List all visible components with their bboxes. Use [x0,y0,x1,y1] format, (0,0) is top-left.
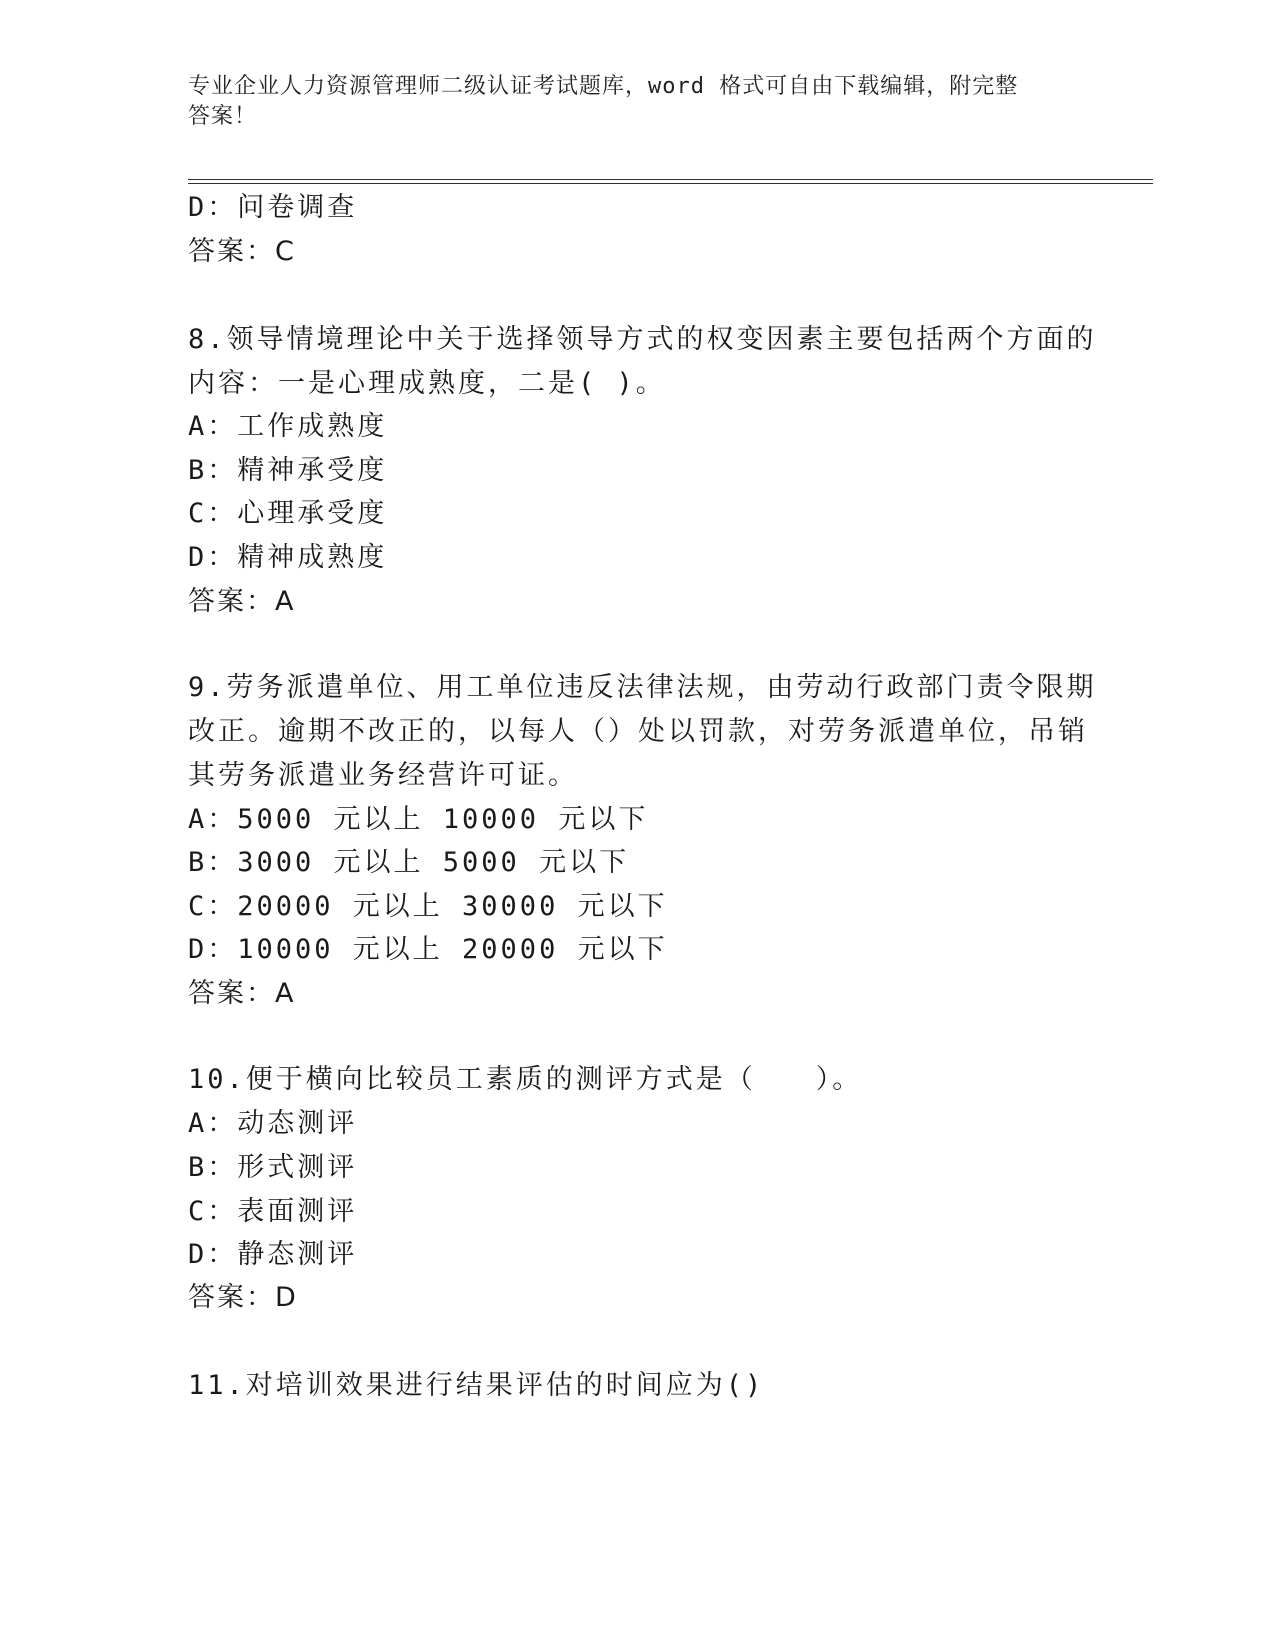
q8-option-a: A：工作成熟度 [188,411,388,442]
q9-stem-line-1: 9.劳务派遣单位、用工单位违反法律法规，由劳动行政部门责令限期 [188,672,1097,703]
q8-stem-line-1: 8.领导情境理论中关于选择领导方式的权变因素主要包括两个方面的 [188,324,1097,355]
header-line-2: 答案！ [188,104,258,129]
q10-option-c: C：表面测评 [188,1196,358,1227]
q10-option-a: A：动态测评 [188,1108,358,1139]
q10-option-d: D：静态测评 [188,1239,358,1270]
q8-option-c: C：心理承受度 [188,498,388,529]
q10-stem-line-1: 10.便于横向比较员工素质的测评方式是（ ）。 [188,1064,863,1095]
q9-option-d: D：10000 元以上 20000 元以下 [188,934,668,965]
q9-stem-line-2: 改正。逾期不改正的，以每人（）处以罚款，对劳务派遣单位，吊销 [188,716,1088,747]
q9-option-b: B：3000 元以上 5000 元以下 [188,847,630,878]
q10-option-b: B：形式测评 [188,1152,358,1183]
document-header [188,72,1088,132]
q8-stem-line-2: 内容：一是心理成熟度，二是( )。 [188,368,666,399]
q8-option-b: B：精神承受度 [188,455,388,486]
q9-option-a: A：5000 元以上 10000 元以下 [188,804,649,835]
header-divider-top [188,179,1153,180]
q11-stem-line-1: 11.对培训效果进行结果评估的时间应为() [188,1370,765,1401]
prev-answer: 答案：C [188,236,296,267]
q8-answer: 答案：A [188,586,296,617]
header-divider-bottom [188,183,1153,184]
q9-answer: 答案：A [188,978,296,1009]
q9-stem-line-3: 其劳务派遣业务经营许可证。 [188,760,578,791]
prev-option-d: D：问卷调查 [188,192,358,223]
q8-option-d: D：精神成熟度 [188,542,388,573]
q9-option-c: C：20000 元以上 30000 元以下 [188,891,668,922]
header-line-1: 专业企业人力资源管理师二级认证考试题库，word 格式可自由下载编辑，附完整 [188,74,1019,99]
q10-answer: 答案：D [188,1282,298,1313]
